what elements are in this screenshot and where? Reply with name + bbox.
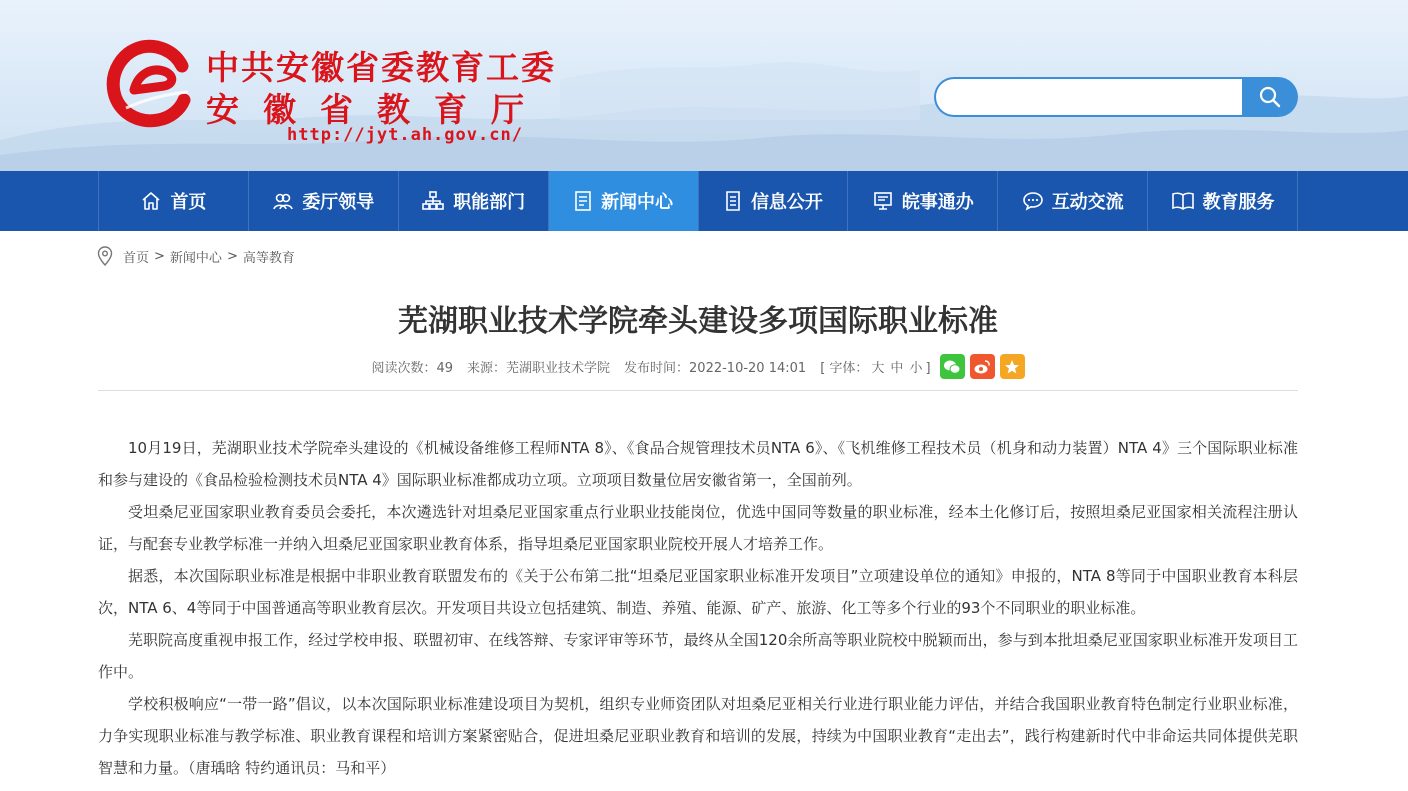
article-paragraph: 芜职院高度重视申报工作，经过学校申报、联盟初审、在线答辩、专家评审等环节，最终从全国120余所高等职业院校中脱颖而出，参与到本批坦桑尼亚国家职业标准开发项目工作中。 [98, 631, 1298, 681]
share-weibo-button[interactable] [970, 354, 995, 379]
logo-title-line2: 安徽省教育厅 [206, 90, 548, 129]
chat-icon [1022, 190, 1044, 212]
breadcrumb-separator: > [154, 248, 165, 264]
nav-item-disclosure[interactable] [699, 171, 849, 231]
nav-item-edu-services[interactable] [1148, 171, 1298, 231]
nav-label: 信息公开 [750, 192, 823, 213]
publish-time: 发布时间：2022-10-20 14:01 [624, 361, 807, 376]
breadcrumb-home[interactable]: 首页 [123, 250, 150, 266]
nav-item-leaders[interactable] [249, 171, 399, 231]
nav-label: 互动交流 [1051, 192, 1124, 213]
logo-title-line1: 中共安徽省委教育工委 [206, 48, 556, 87]
article-paragraph: 10月19日，芜湖职业技术学院牵头建设的《机械设备维修工程师NTA 8》、《食品合规管理技术员NTA 6》、《飞机维修工程技术员（机身和动力装置）NTA 4》三个国际职业标准和参与建设的《食品检验检测技术员NTA 4》国际职业标准都成功立项。立项项目数量位居安徽省第一，全国前列。 [98, 439, 1298, 489]
nav-label: 皖事通办 [901, 192, 974, 213]
article-paragraph: 据悉，本次国际职业标准是根据中非职业教育联盟发布的《关于公布第二批“坦桑尼亚国家职业标准开发项目”立项建设单位的通知》申报的，NTA 8等同于中国职业教育本科层次，NTA 6、4等同于中国普通高等职业教育层次。开发项目共设立包括建筑、制造、养殖、能源、矿产、旅游、化工等多个行业的93个不同职业的职业标准。 [98, 567, 1298, 617]
search-box [934, 77, 1298, 117]
list-document-icon [723, 190, 743, 212]
search-icon [1258, 85, 1282, 109]
nav-label: 委厅领导 [302, 192, 375, 213]
breadcrumb-news[interactable]: 新闻中心 [169, 250, 222, 266]
nav-label: 职能部门 [453, 192, 526, 213]
article-title: 芜湖职业技术学院牵头建设多项国际职业标准 [398, 304, 998, 339]
font-large-link[interactable]: 大 [871, 361, 885, 376]
star-icon [1004, 359, 1020, 375]
monitor-icon [872, 190, 894, 212]
read-count: 阅读次数：49 [371, 361, 454, 376]
divider [98, 390, 1298, 391]
share-favorite-button[interactable] [1000, 354, 1025, 379]
font-medium-link[interactable]: 中 [890, 361, 904, 376]
nav-item-news[interactable] [549, 171, 699, 231]
breadcrumb-separator: > [226, 248, 238, 264]
nav-item-services-online[interactable] [848, 171, 998, 231]
article-paragraph: 学校积极响应“一带一路”倡议，以本次国际职业标准建设项目为契机，组织专业师资团队对坦桑尼亚相关行业进行职业能力评估，并结合我国职业教育特色制定行业职业标准，力争实现职业标准与教学标准、职业教育课程和培训方案紧密贴合，促进坦桑尼亚职业教育和培训的发展，持续为中国职业教育“走出去”，践行构建新时代中非命运共同体提供芜职智慧和力量。（唐瑀晗 特约通讯员：马和平） [98, 695, 1298, 777]
article-source: 来源：芜湖职业技术学院 [467, 361, 611, 376]
nav-item-departments[interactable] [399, 171, 549, 231]
article-body [98, 432, 1298, 784]
home-icon [140, 190, 162, 212]
nav-item-home[interactable] [99, 171, 249, 231]
wechat-icon [943, 359, 961, 375]
breadcrumb-higher-education[interactable]: 高等教育 [242, 250, 295, 266]
article-meta [98, 354, 1298, 379]
font-small-link[interactable]: 小 [909, 361, 923, 376]
org-chart-icon [421, 190, 445, 212]
document-icon [573, 190, 593, 212]
nav-label: 教育服务 [1202, 192, 1275, 213]
location-pin-icon [97, 246, 113, 266]
share-wechat-button[interactable] [940, 354, 965, 379]
logo-e-icon [104, 38, 196, 130]
main-nav [0, 171, 1408, 231]
nav-label: 新闻中心 [601, 192, 674, 213]
weibo-icon [973, 359, 991, 375]
search-button[interactable] [1242, 77, 1298, 117]
site-header [0, 0, 1408, 171]
logo-url: http://jyt.ah.gov.cn/ [287, 125, 523, 145]
font-size-control: [ 字体： 大 中 小 ] [820, 361, 931, 376]
breadcrumb [97, 246, 295, 266]
nav-item-interaction[interactable] [998, 171, 1148, 231]
people-icon [272, 190, 294, 212]
article-paragraph: 受坦桑尼亚国家职业教育委员会委托，本次遴选针对坦桑尼亚国家重点行业职业技能岗位，优选中国同等数量的职业标准，经本土化修订后，按照坦桑尼亚国家相关流程注册认证，与配套专业教学标准一并纳入坦桑尼亚国家职业教育体系，指导坦桑尼亚国家职业院校开展人才培养工作。 [98, 503, 1298, 553]
search-input[interactable] [934, 77, 1244, 117]
nav-label: 首页 [170, 192, 207, 213]
book-icon [1171, 190, 1195, 212]
